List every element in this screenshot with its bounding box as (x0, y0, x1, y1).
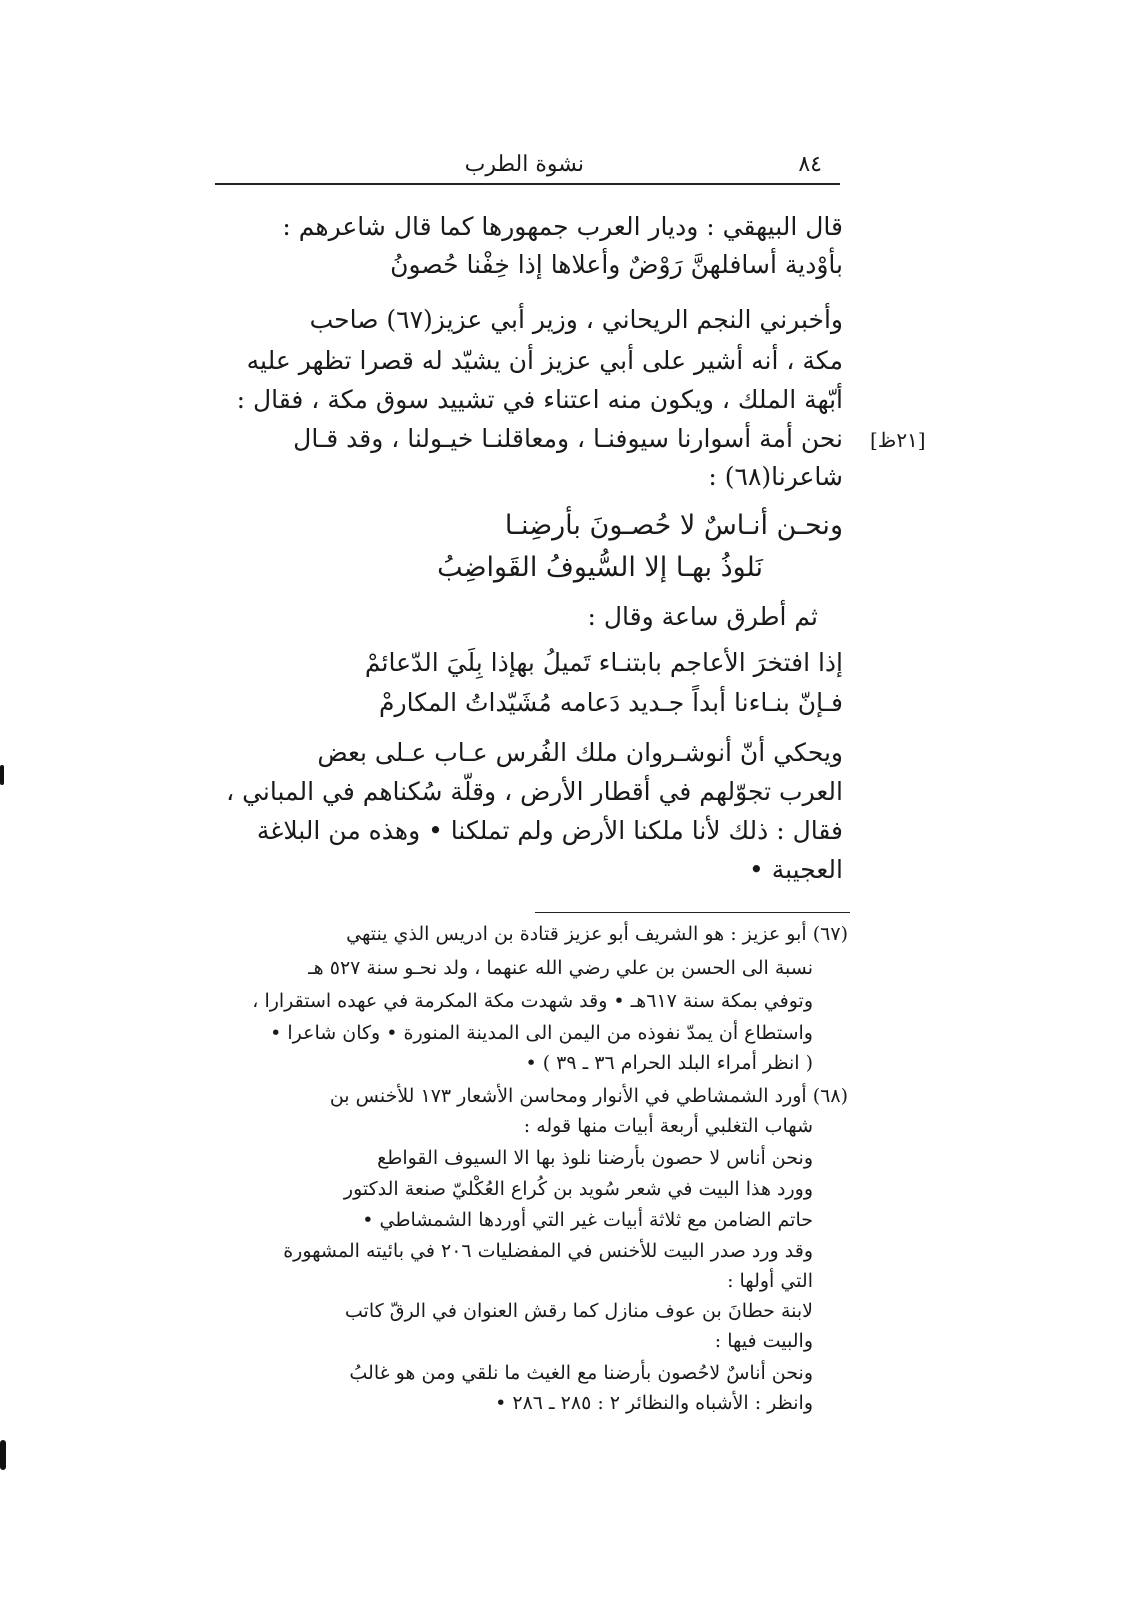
scan-edge-mark (0, 765, 4, 785)
footnote-67-line-1: (٦٧) أبو عزيز : هو الشريف أبو عزيز قتادة بن ادريس الذي ينتهي (346, 923, 848, 945)
footnote-68-line-4: وورد هذا البيت في شعر سُويد بن كُراع العُكْليّ صنعة الدكتور (343, 1178, 813, 1200)
paragraph-1-line-5: شاعرنا(٦٨) : (708, 462, 843, 491)
intro-line: قال البيهقي : وديار العرب جمهورها كما قال شاعرهم : (282, 212, 843, 241)
footnote-68-line-10: ونحن أناسٌ لاحُصون بأرضنا مع الغيث ما نلقي ومن هو غالبُ (349, 1362, 813, 1384)
running-header (215, 152, 840, 180)
scan-edge-mark (0, 1440, 6, 1470)
footnote-67-line-3: وتوفي بمكة سنة ٦١٧هـ • وقد شهدت مكة المكرمة في عهده استقرارا ، (252, 990, 813, 1012)
paragraph-2-line-1: ويحكي أنّ أنوشـروان ملك الفُرس عـاب عـلى بعض (317, 738, 843, 767)
verse-3-line-1: إذا افتخرَ الأعاجم بابتنـاء تَميلُ بهإذا بِلَيَ الدّعائمْ (364, 648, 843, 677)
footnote-68-line-9: والبيت فيها : (714, 1330, 813, 1352)
footnote-68-line-11: وانظر : الأشباه والنظائر ٢ : ٢٨٥ ـ ٢٨٦ • (495, 1392, 813, 1414)
verse-1: بأوْدية أسافلهنَّ رَوْضٌ وأعلاها إذا خِفْنا حُصونُ (390, 250, 843, 279)
paragraph-1-line-1: وأخبرني النجم الريحاني ، وزير أبي عزيز(٦٧) صاحب (309, 305, 843, 334)
verse-2-line-1: ونحـن أنـاسٌ لا حُصـونَ بأرضِنـا (504, 510, 843, 541)
footnote-68-line-3: ونحن أناس لا حصون بأرضنا نلوذ بها الا السيوف القواطع (377, 1147, 813, 1169)
header-rule (215, 183, 840, 185)
footnote-68-line-5: حاتم الضامن مع ثلاثة أبيات غير التي أوردها الشمشاطي • (362, 1209, 813, 1231)
paragraph-1-line-3: أبّهة الملك ، ويكون منه اعتناء في تشييد سوق مكة ، فقال : (236, 385, 843, 414)
footnote-67-line-5: ( انظر أمراء البلد الحرام ٣٦ ـ ٣٩ ) • (525, 1052, 813, 1074)
footnote-67-line-2: نسبة الى الحسن بن علي رضي الله عنهما ، ولد نحـو سنة ٥٢٧ هـ (308, 957, 813, 979)
paragraph-2-line-3: فقال : ذلك لأنا ملكنا الأرض ولم تملكنا • وهذه من البلاغة (256, 816, 843, 845)
page-number: ٨٤ (798, 152, 822, 177)
footnote-rule (535, 912, 850, 913)
footnote-68-line-1: (٦٨) أورد الشمشاطي في الأنوار ومحاسن الأشعار ١٧٣ للأخنس بن (329, 1085, 848, 1107)
paragraph-1-line-4: نحن أمة أسوارنا سيوفنـا ، ومعاقلنـا خيـولنا ، وقد قـال (293, 424, 843, 453)
verse-2-line-2: نَلوذُ بهـا إلا السُّيوفُ القَواضِبُ (437, 552, 763, 583)
footnote-68-line-7: التي أولها : (727, 1270, 813, 1292)
footnote-67-line-4: واستطاع أن يمدّ نفوذه من اليمن الى المدينة المنورة • وكان شاعرا • (270, 1022, 813, 1044)
footnote-68-line-2: شهاب التغلبي أربعة أبيات منها قوله : (523, 1115, 813, 1137)
paragraph-2-line-4: العجيبة • (749, 855, 843, 884)
running-title: نشوة الطرب (464, 152, 584, 177)
transition-line: ثم أطرق ساعة وقال : (587, 602, 818, 631)
footnote-68-line-6: وقد ورد صدر البيت للأخنس في المفضليات ٢٠٦ في بائيته المشهورة (283, 1240, 813, 1262)
paragraph-1-line-2: مكة ، أنه أشير على أبي عزيز أن يشيّد له قصرا تظهر عليه (246, 346, 843, 375)
paragraph-2-line-2: العرب تجوّلهم في أقطار الأرض ، وقلّة سُكناهم في المباني ، (226, 777, 843, 806)
manuscript-folio-marker: [٢١ظ] (870, 428, 926, 452)
footnote-68-line-8: لابنة حطانَ بن عوف منازل كما رقش العنوان في الرقّ كاتب (344, 1300, 813, 1322)
verse-3-line-2: فـإنّ بنـاءنا أبداً جـديد دَعامه مُشَيّداتُ المكارمْ (379, 688, 843, 717)
